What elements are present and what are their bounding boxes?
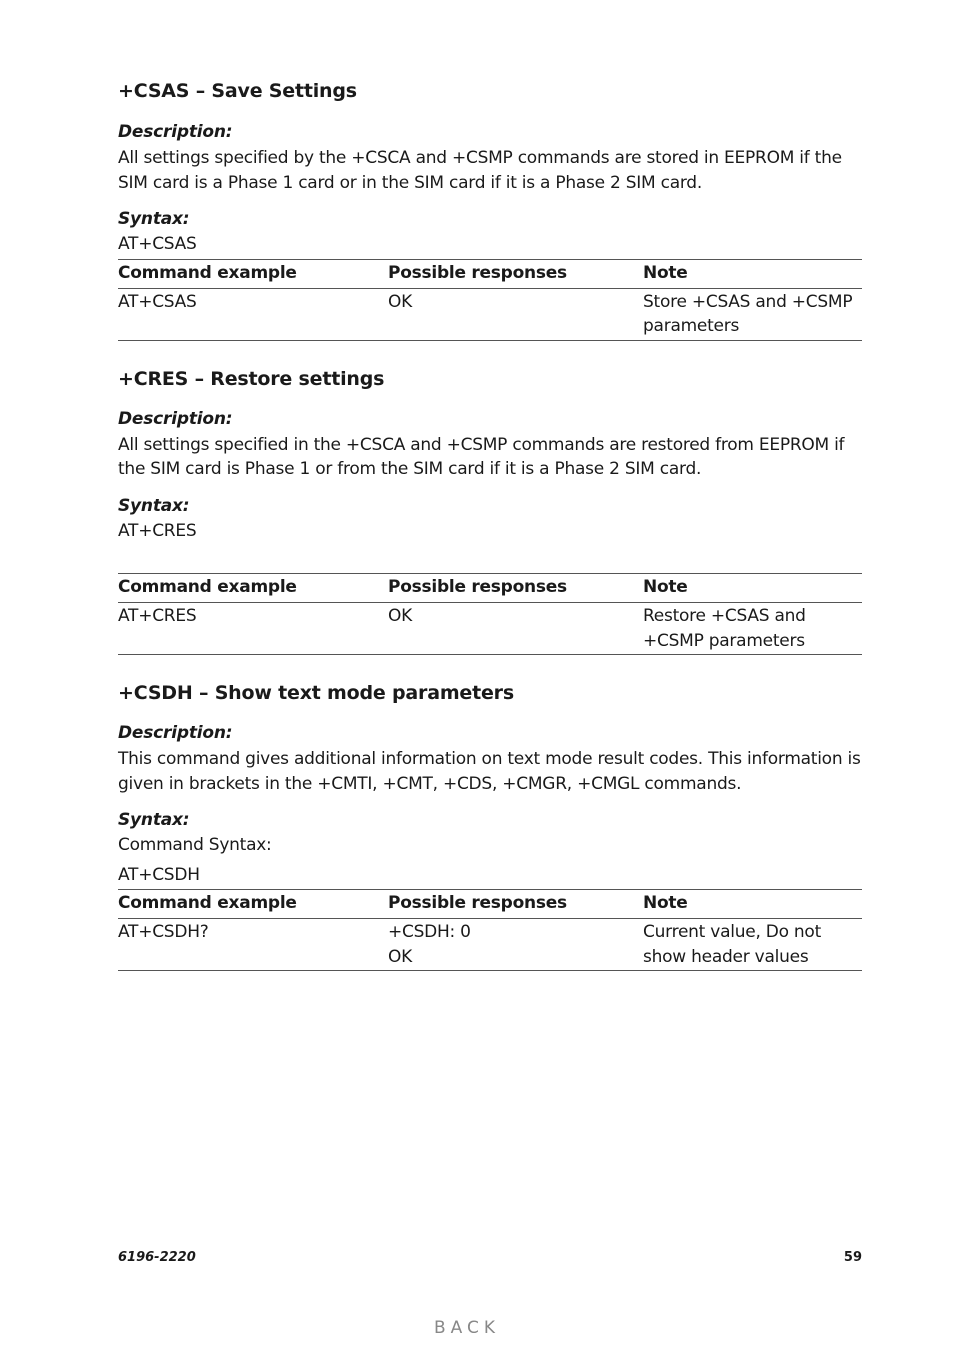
- syntax-text: AT+CSDH: [118, 864, 200, 885]
- cell-command: AT+CSAS: [118, 288, 388, 340]
- page-number: 59: [843, 1250, 862, 1265]
- header-note: Note: [643, 890, 862, 919]
- description-label: Description:: [118, 723, 233, 743]
- header-possible-responses: Possible responses: [388, 890, 643, 919]
- cell-command: AT+CRES: [118, 603, 388, 655]
- table-row: [118, 603, 862, 655]
- header-note: Note: [643, 574, 862, 603]
- document-number: 6196-2220: [118, 1250, 196, 1265]
- syntax-intro-text: Command Syntax:: [118, 835, 272, 855]
- syntax-text: AT+CRES: [118, 520, 197, 541]
- cell-note: Restore +CSAS and +CSMP parameters: [643, 603, 862, 655]
- section-cres: [118, 368, 862, 656]
- cell-command: AT+CSDH?: [118, 919, 388, 971]
- command-table: [118, 259, 862, 341]
- cell-note: Store +CSAS and +CSMP parameters: [643, 288, 862, 340]
- description-text: All settings specified by the +CSCA and +CSMP commands are stored in EEPROM if the SIM card is a Phase 1 card or in the SIM card if it is a Phase 2 SIM card.: [118, 148, 842, 193]
- syntax-label: Syntax:: [118, 209, 190, 229]
- page-content: [118, 80, 862, 971]
- description-text: This command gives additional information on text mode result codes. This information is given in brackets in the +CMTI, +CMT, +CDS, +CMGR, +CMGL commands.: [118, 749, 861, 794]
- syntax-text: AT+CSAS: [118, 234, 197, 254]
- command-table: [118, 573, 862, 655]
- header-note: Note: [643, 259, 862, 288]
- section-title: +CSDH – Show text mode parameters: [118, 682, 514, 704]
- description-label: Description:: [118, 408, 233, 429]
- description-label: Description:: [118, 122, 233, 142]
- syntax-label: Syntax:: [118, 495, 190, 516]
- cell-response: OK: [388, 603, 643, 655]
- cell-response: +CSDH: 0 OK: [388, 919, 643, 971]
- header-possible-responses: Possible responses: [388, 574, 643, 603]
- cell-response: OK: [388, 288, 643, 340]
- table-header-row: [118, 890, 862, 919]
- command-table: [118, 889, 862, 971]
- table-header-row: [118, 574, 862, 603]
- description-text: All settings specified in the +CSCA and +CSMP commands are restored from EEPROM if the SIM card is Phase 1 or from the SIM card if it is a Phase 2 SIM card.: [118, 434, 845, 479]
- table-row: [118, 919, 862, 971]
- section-title: +CRES – Restore settings: [118, 367, 385, 390]
- section-csas: [118, 80, 862, 341]
- table-header-row: [118, 259, 862, 288]
- header-command-example: Command example: [118, 890, 388, 919]
- syntax-label: Syntax:: [118, 810, 190, 830]
- table-row: [118, 288, 862, 340]
- section-title: +CSAS – Save Settings: [118, 80, 357, 102]
- cell-note: Current value, Do not show header values: [643, 919, 862, 971]
- header-possible-responses: Possible responses: [388, 259, 643, 288]
- back-link[interactable]: BACK: [433, 1318, 500, 1338]
- header-command-example: Command example: [118, 259, 388, 288]
- section-csdh: [118, 682, 862, 971]
- header-command-example: Command example: [118, 574, 388, 603]
